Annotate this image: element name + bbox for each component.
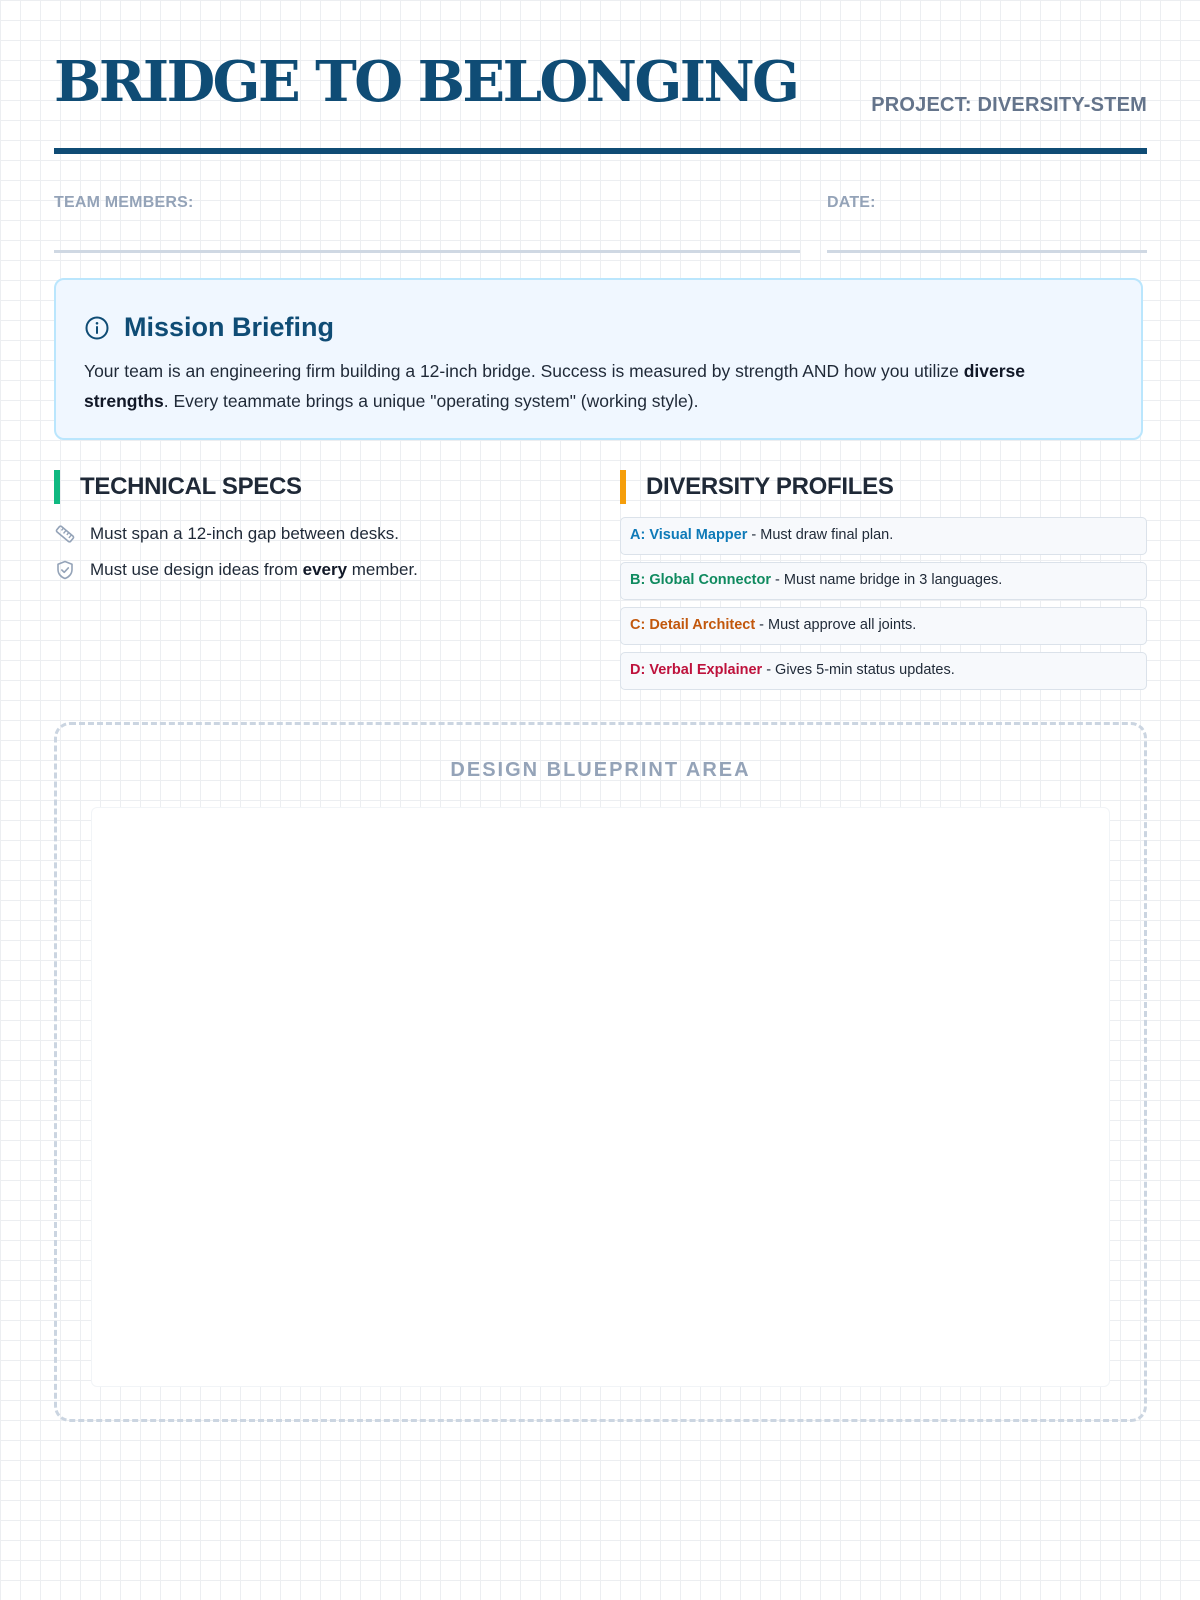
profile-description: - Must approve all joints. [755,617,917,633]
profile-card-visual-mapper [620,517,1147,555]
profile-card-verbal-explainer [620,652,1147,690]
spec-text-part: Must span a 12-inch gap between desks. [90,524,400,543]
mission-header [84,312,334,343]
profile-description: - Must draw final plan. [747,527,894,543]
profile-description: - Gives 5-min status updates. [762,662,955,678]
technical-specs-header [54,470,302,504]
spec-text [90,560,418,580]
spec-item [54,516,418,552]
design-blueprint-area [54,722,1147,1422]
ruler-icon [54,523,76,545]
spec-text-part: member. [347,560,418,579]
profile-name: D: Verbal Explainer [630,662,763,678]
diversity-profiles-list [620,517,1147,697]
mission-text [84,356,1104,416]
mission-text-emphasis: diverse strengths [84,361,1025,411]
spec-item [54,552,418,588]
info-icon [84,315,110,341]
info-fields [54,194,1147,250]
specs-accent-bar [54,470,60,504]
diversity-profiles-title: DIVERSITY PROFILES [646,473,894,500]
spec-text-emphasis: every [302,560,348,579]
team-members-field[interactable] [54,194,800,253]
mission-text-part: . Every teammate brings a unique "operating system" (working style). [163,391,699,411]
technical-specs-list [54,516,418,588]
mission-title: Mission Briefing [124,312,335,342]
date-field[interactable] [827,194,1147,253]
worksheet-page [54,0,1147,781]
profile-name: B: Global Connector [630,572,771,588]
date-label: DATE: [827,194,876,211]
blueprint-label: DESIGN BLUEPRINT AREA [450,759,751,781]
diversity-profiles-header [620,470,894,504]
shield-check-icon [54,559,76,581]
mission-briefing-box [54,278,1143,440]
profiles-accent-bar [620,470,626,504]
technical-specs-title: TECHNICAL SPECS [80,473,302,500]
profile-card-detail-architect [620,607,1147,645]
profile-description: - Must name bridge in 3 languages. [770,572,1003,588]
profile-name: C: Detail Architect [630,617,756,633]
profile-name: A: Visual Mapper [630,527,748,543]
spec-text-part: Must use design ideas from [90,560,303,579]
profile-card-global-connector [620,562,1147,600]
team-members-label: TEAM MEMBERS: [54,194,194,211]
mission-text-part: Your team is an engineering firm building a 12-inch bridge. Success is measured by strength AND how you utilize [84,361,964,381]
header-divider [54,148,1147,154]
project-label: PROJECT: DIVERSITY-STEM [871,94,1147,116]
page-title: BRIDGE TO BELONGING [54,49,798,115]
spec-text [90,524,399,544]
blueprint-drawing-canvas[interactable] [91,807,1110,1387]
header [54,0,1147,154]
